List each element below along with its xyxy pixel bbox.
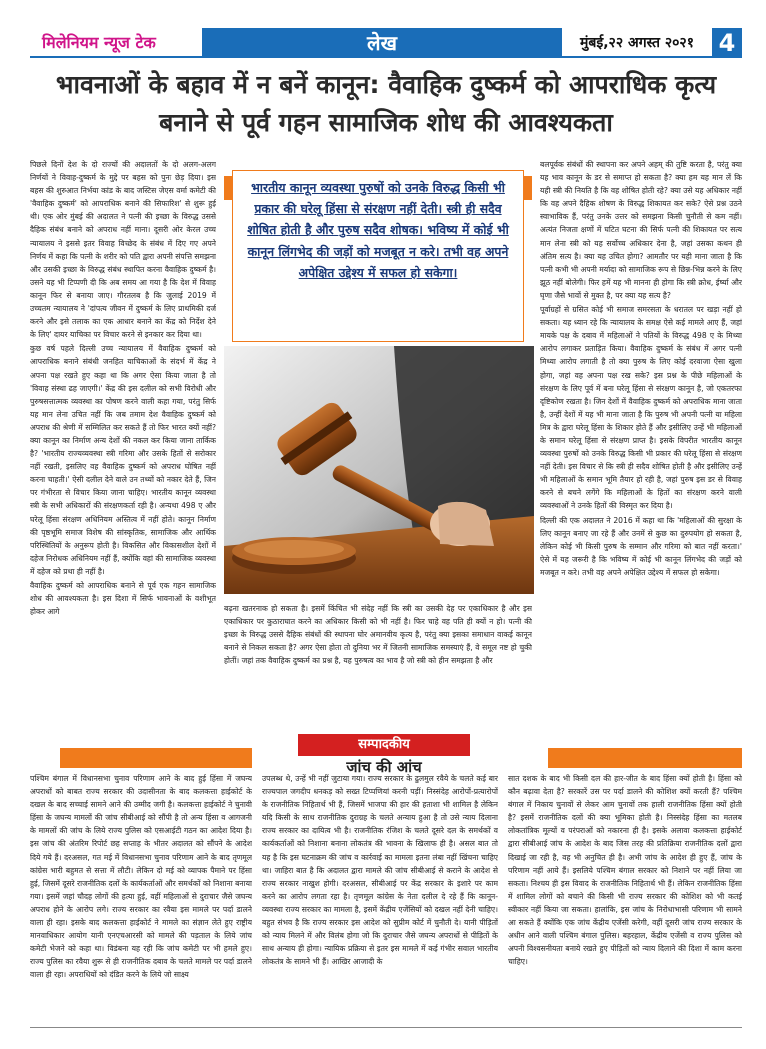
article-column-2 <box>224 602 532 738</box>
editorial-title: जांच की आंच <box>346 758 422 776</box>
article-column-3 <box>540 158 742 740</box>
pull-quote-text: भारतीय कानून व्यवस्था पुरुषों को उनके विरुद्ध किसी भी प्रकार की घरेलू हिंसा से संरक्षण नहीं देती। स्त्री ही सदैव शोषित होती है और पुरुष सदैव शोषक। भविष्य में कोई भी कानून लिंगभेद की जड़ों को मजबूत न करे। तभी वह अपने अपेक्षित उद्देश्य में सफल हो सकेगा। <box>232 170 524 342</box>
article-column-1 <box>30 158 216 740</box>
article-headline: भावनाओं के बहाव में न बनें कानून: वैवाहिक दुष्कर्म को आपराधिक कृत्य बनाने से पूर्व गहन सामाजिक शोध की आवश्यकता <box>55 70 717 137</box>
section-title: लेख <box>202 28 562 56</box>
article-paragraph: वैवाहिक दुष्कर्म को आपराधिक बनाने से पूर्व एक गहन सामाजिक शोध की आवश्यकता है। इस दिशा में सिर्फ भावनाओं के वशीभूत होकर आगे <box>30 581 216 617</box>
article-paragraph: बलपूर्वक संबंधों की स्थापना कर अपने अहम् की तुष्टि करता है, परंतु क्या यह भाव कानून के डर से समाप्त हो सकता है? क्या हम यह मान लें कि यही स्त्री की नियति है कि वह शोषित होती रहे? क्या उसे यह अधिकार नहीं कि वह अपने दैहिक शोषण के विरुद्ध शिकायत कर सके? ऐसे प्रश्न उठने स्वाभाविक हैं, परंतु उनके उत्तर को समझना किसी चुनौती से कम नहीं। अत्यंत निजता क्षणों में घटित घटना की सिर्फ पत्नी की शिकायत पर सत्य मान लेना स्त्री को यह सर्वोच्च अधिकार देना है, जहां उसका कथन ही अंतिम सत्य है। क्या यह उचित होगा? आमतौर पर यही माना जाता है कि पत्नी कभी भी अपनी मर्यादा को सामाजिक रूप से छिन्न-भिन्न करने के लिए झूठ नहीं बोलेगी। फिर हमें यह भी मानना ही होगा कि स्त्री क्रोध, ईर्ष्या और घृणा जैसे भावों से मुक्त है, पर क्या यह सत्य है? <box>540 160 742 300</box>
article-paragraph: पिछले दिनों देश के दो राज्यों की अदालतों के दो अलग-अलग निर्णयों ने विवाह-दुष्कर्म के मुद्दे पर बहस को पुनः छेड़ दिया। इस बहस की शुरुआत निर्भया कांड के बाद जस्टिस जेएस वर्मा कमेटी की 'वैवाहिक दुष्कर्म' को आपराधिक बनाने की सिफारिश' से शुरू हुई थी। एक ओर मुंबई की अदालत ने पत्नी की इच्छा के विरुद्ध उससे दैहिक संबंध बनाने को अपराध नहीं माना। दूसरी ओर केरल उच्च न्यायालय ने इससे इतर विवाह विच्छेद के संबंध में दिए गए अपने निर्णय में कहा कि पत्नी के शरीर को पति द्वारा अपनी संपत्ति समझना और उसकी इच्छा के विरुद्ध संबंध स्थापित करना वैवाहिक दुष्कर्म है। उसने यह भी टिप्पणी दी कि अब समय आ गया है कि देश में विवाह कानून फिर से बनाया जाए। गौरतलब है कि जुलाई 2019 में उच्चतम न्यायालय ने 'दांपत्य जीवन में दुष्कर्म के लिए प्राथमिकी दर्ज करने और इसे तलाक का एक आधार बनाने का केंद्र को निर्देश देने के लिए' दायर याचिका पर विचार करने से इनकार कर दिया था। <box>30 160 216 340</box>
masthead <box>30 28 742 58</box>
pull-quote <box>224 170 532 342</box>
editorial-paragraph: उपलब्ध थे, उन्हें भी नहीं जुटाया गया। राज्य सरकार के ढुलमुल रवैये के चलते कई बार राज्यपाल जगदीप धनकड़ को सख्त टिप्पणियां करनी पड़ीं। निस्संदेह आरोपों-प्रत्यारोपों के राजनीतिक निहितार्थ भी हैं, जिसमें भाजपा की हार की हताशा भी शामिल है लेकिन यदि किसी के साथ राजनीतिक दुराग्रह के चलते अन्याय हुआ है तो उसे न्याय दिलाना राज्य सरकार का दायित्व भी है। राजनीतिक रंजिश के चलते दूसरे दल के समर्थकों व कार्यकर्ताओं को निशाना बनाना लोकतंत्र की भावना के खिलाफ ही है। असल बात तो यह है कि इस घटनाक्रम की जांच व कार्रवाई का मामला इतना लंबा नहीं खिंचना चाहिए था। जाहिरा बात है कि अदालत द्वारा मामले की जांच सीबीआई से कराने के आदेश से राज्य सरकार नाखुश होगी। दरअसल, सीबीआई पर केंद्र सरकार के इशारे पर काम करने का आरोप लगता रहा है। तृणमूल कांग्रेस के नेता दलील दे रहे हैं कि कानून-व्यवस्था राज्य सरकार का मामला है, इसमें केंद्रीय एजेंसियों को दखल नहीं देनी चाहिए। बहुत संभव है कि राज्य सरकार इस आदेश को सुप्रीम कोर्ट में चुनौती दे। यानी पीड़ितों को न्याय मिलने में और विलंब होगा जो कि दुराचार जैसे जघन्य अपराधों से पीड़ितों के साथ अन्याय ही होगा। न्यायिक प्रक्रिया से इतर इस मामले में कई गंभीर सवाल भारतीय लोकतंत्र के सामने भी हैं। आखिर आजादी के <box>262 774 498 967</box>
editorial-label: सम्पादकीय <box>298 734 470 756</box>
editorial-paragraph: पश्चिम बंगाल में विधानसभा चुनाव परिणाम आने के बाद हुई हिंसा में जघन्य अपराधों को बाबत राज्य सरकार की उदासीनता के बाद कलकत्ता हाईकोर्ट के दखल के बाद सच्चाई सामने आने की उम्मीद जगी है। कलकत्ता हाईकोर्ट ने चुनावी हिंसा के जघन्य मामलों की जांच सीबीआई को सौंपी है तो अन्य हिंसा व आगजनी के मामलों की जांच के लिये राज्य पुलिस को एसआईटी गठन का आदेश दिया है। इस जांच की अंतरिम रिपोर्ट छह सप्ताह के भीतर अदालत को सौंपने के आदेश दिये गये हैं। दरअसल, गत मई में विधानसभा चुनाव परिणाम आने के बाद तृणमूल कांग्रेस भारी बहुमत से सत्ता में लौटी। लेकिन दो मई को व्यापक पैमाने पर हिंसा हुई, जिसमें दूसरे राजनीतिक दलों के कार्यकर्ताओं और समर्थकों को निशाना बनाया गया। इसमें जहां चौदह लोगों की हत्या हुई, वहीं महिलाओं से दुराचार जैसे जघन्य अपराध होने के आरोप लगे। राज्य सरकार का रवैया इस मामले पर पर्दा डालने वाला ही रहा। इसके बाद कलकत्ता हाईकोर्ट ने मामले का संज्ञान लेते हुए राष्ट्रीय मानवाधिकार आयोग यानी एनएचआरसी को मामले की पड़ताल के लिये जांच कमेटी भेजने को कहा था। विडंबना यह रही कि जांच कमेटी पर भी हमले हुए। राज्य पुलिस का रवैया शुरू से ही राजनीतिक दबाव के चलते मामले पर पर्दा डालने वाला ही रहा। अपराधियों को दंडित करने के लिये जो साक्ष्य <box>30 774 252 980</box>
editorial-column-2 <box>262 772 498 1024</box>
editorial-accent-right <box>548 748 742 768</box>
gavel-photo <box>224 346 534 594</box>
editorial-column-1 <box>30 772 252 1024</box>
editorial-paragraph: सात दशक के बाद भी किसी दल की हार-जीत के बाद हिंसा क्यों होती है। हिंसा को कौन बढ़ावा देता है? सरकारें उस पर पर्दा डालने की कोशिश क्यों करती हैं? पश्चिम बंगाल में निकाय चुनावों से लेकर आम चुनावों तक हाली राजनीतिक हिंसा क्यों होती है? इसमें राजनीतिक दलों की क्या भूमिका होती है। निस्संदेह हिंसा का मतलब लोकतांत्रिक मूल्यों व परंपराओं को नकारना ही है। इसके अलावा कलकत्ता हाईकोर्ट द्वारा सीबीआई जांच के आदेश के बाद जिस तरह की प्रतिक्रिया राजनीतिक दलों द्वारा दिखाई जा रही है, वह भी अनुचित ही है। अभी जांच के आदेश ही हुए हैं, जांच के परिणाम नहीं आये हैं। इसलिये पश्चिम बंगाल सरकार को निशाने पर नहीं लिया जा सकता। निश्चय ही इस विवाद के राजनीतिक निहितार्थ भी हैं। लेकिन राजनीतिक हिंसा में शामिल लोगों को बचाने की किसी भी राज्य सरकार की कोशिश को भी कतई स्वीकार नहीं किया जा सकता। हालांकि, इस जांच के निरोधाभासी परिणाम भी सामने आ सकते हैं क्योंकि एक जांच केंद्रीय एजेंसी करेगी, वहीं दूसरी जांच राज्य सरकार के अधीन आने वाली पश्चिम बंगाल पुलिस। बहरहाल, केंद्रीय एजेंसी व राज्य पुलिस को अपनी विश्वसनीयता बनाये रखते हुए पीड़ितों को न्याय दिलाने की दिशा में काम करना चाहिए। <box>508 774 742 967</box>
page-bottom-rule <box>30 1027 742 1028</box>
page-number: 4 <box>712 28 742 56</box>
editorial-accent-left <box>60 748 252 768</box>
article-paragraph: दिल्ली की एक अदालत ने 2016 में कहा था कि 'महिलाओं की सुरक्षा के लिए कानून बनाए जा रहे हैं और उनमें से कुछ का दुरुपयोग हो सकता है, लेकिन कोई भी किसी पुरुष के सम्मान और गरिमा को बात नहीं करता।' ऐसे में यह जरूरी है कि भविष्य में कोई भी कानून लिंगभेद की जड़ों को मजबूत न करे। तभी वह अपने अपेक्षित उद्देश्य में सफल हो सकेगा। <box>540 515 742 577</box>
issue-date: मुंबई,२२ अगस्त २०२१ <box>580 35 694 51</box>
gavel-illustration <box>224 346 534 594</box>
article-paragraph: बढ़ना खतरनाक हो सकता है। इसमें किंचित भी संदेह नहीं कि स्त्री का उसकी देह पर एकाधिकार है और इस एकाधिकार पर कुठाराघात करने का अधिकार किसी को भी नहीं है। फिर चाहे वह पति ही क्यों न हो। पत्नी की इच्छा के विरुद्ध उससे दैहिक संबंधों की स्थापना घोर अमानवीय कृत्य है, परंतु क्या इसका समाधान वाकई कानून बनाने से निकल सकता है? अगर ऐसा होता तो दुनिया भर में जितनी सामाजिक समस्याएं हैं, वे समूल नष्ट हो चुकी होतीं। जहां तक वैवाहिक दुष्कर्म का प्रश्न है, यह पुरुषत्व का भाव है जो स्त्री को हीन समझता है और <box>224 604 532 666</box>
article-paragraph: कुछ वर्ष पहले दिल्ली उच्च न्यायालय में वैवाहिक दुष्कर्म को आपराधिक बनाने संबंधी जनहित याचिकाओं के संदर्भ में केंद्र ने अपना पक्ष रखते हुए कहा था कि अगर ऐसा किया जाता है तो 'विवाह संस्था ढह जाएगी।' केंद्र की इस दलील को सभी विरोधी और पुरुषसत्तात्मक व्यवस्था का पोषण करने वाली कहा गया, परंतु सिर्फ यह मान लेना उचित नहीं कि जब तमाम देश वैवाहिक दुष्कर्म को अपराध की श्रेणी में सम्मिलित कर सकते हैं तो फिर भारत क्यों नहीं? क्या कानून का निर्माण अन्य देशों की नकल कर किया जाना तार्किक है? 'भारतीय राज्यव्यवस्था स्त्री गरिमा और उसके हितों से सरोकार नहीं रखती, इसलिए वह वैवाहिक दुष्कर्म को अपराध घोषित नहीं करना चाहती।' ऐसी दलील देने वाले उन तथ्यों को नकार देते हैं, जिन पर गंभीरता से विचार किया जाना चाहिए। भारतीय कानून व्यवस्था स्त्री के सभी अधिकारों की संरक्षणकर्ता रही है। अन्यथा 498 ए और घरेलू हिंसा संरक्षण अधिनियम अस्तित्व में नहीं होते। कानून निर्माण की पृष्ठभूमि समाज विशेष की सांस्कृतिक, सामाजिक और आर्थिक परिस्थितियों के अनुरूप होती है। विकसित और विकासशील देशों में दहेज निरोधक अधिनियम नहीं हैं, क्योंकि वहां की सामाजिक व्यवस्था में दहेज को प्रथा ही नहीं है। <box>30 344 216 576</box>
editorial-header <box>30 737 742 776</box>
editorial-column-3 <box>508 772 742 1024</box>
article-paragraph: पूर्वाग्रहों से ग्रसित कोई भी समाज समरसता के धरातल पर खड़ा नहीं हो सकता। यह ध्यान रहे कि न्यायालय के समक्ष ऐसे कई मामले आए हैं, जहां मायके पक्ष के दबाव में महिलाओं ने पतियों के विरुद्ध 498 ए के मिथ्या आरोप लगाकर प्रताड़ित किया। वैवाहिक दुष्कर्म के संबंध में अगर पत्नी मिथ्या आरोप लगाती है तो क्या पुरुष के लिए कोई दरवाजा ऐसा खुला होगा, जहां वह अपना पक्ष रख सके? इस प्रश्न के पीछे महिलाओं के संरक्षण के लिए पूर्व में बना घरेलू हिंसा से संरक्षण कानून है, जो एकतरफा दृष्टिकोण रखता है। जिन देशों में वैवाहिक दुष्कर्म को अपराधिक माना जाता है, उन्हीं देशों में यह भी माना जाता है कि पुरुष भी अपनी पत्नी या महिला मित्र के द्वारा घरेलू हिंसा के शिकार होते हैं और इसीलिए उन्हें भी महिलाओं के समान घरेलू हिंसा से संरक्षण प्राप्त है। इसके विपरीत भारतीय कानून व्यवस्था पुरुषों को उनके विरुद्ध किसी भी प्रकार की घरेलू हिंसा से संरक्षण नहीं देती। इस विचार से कि स्त्री ही सदैव शोषित होती है और इसीलिए उन्हें भी महिलाओं के समान भूमि तैयार हो रही है, जहां पुरुष इस डर से विवाह करने से बचने लगेंगे कि महिलाओं के हितों का संरक्षण करने वाली व्यवस्थाओं ने उनके हितों की विस्मृत कर दिया है। <box>540 305 742 511</box>
paper-name: मिलेनियम न्यूज टेक <box>42 33 156 52</box>
